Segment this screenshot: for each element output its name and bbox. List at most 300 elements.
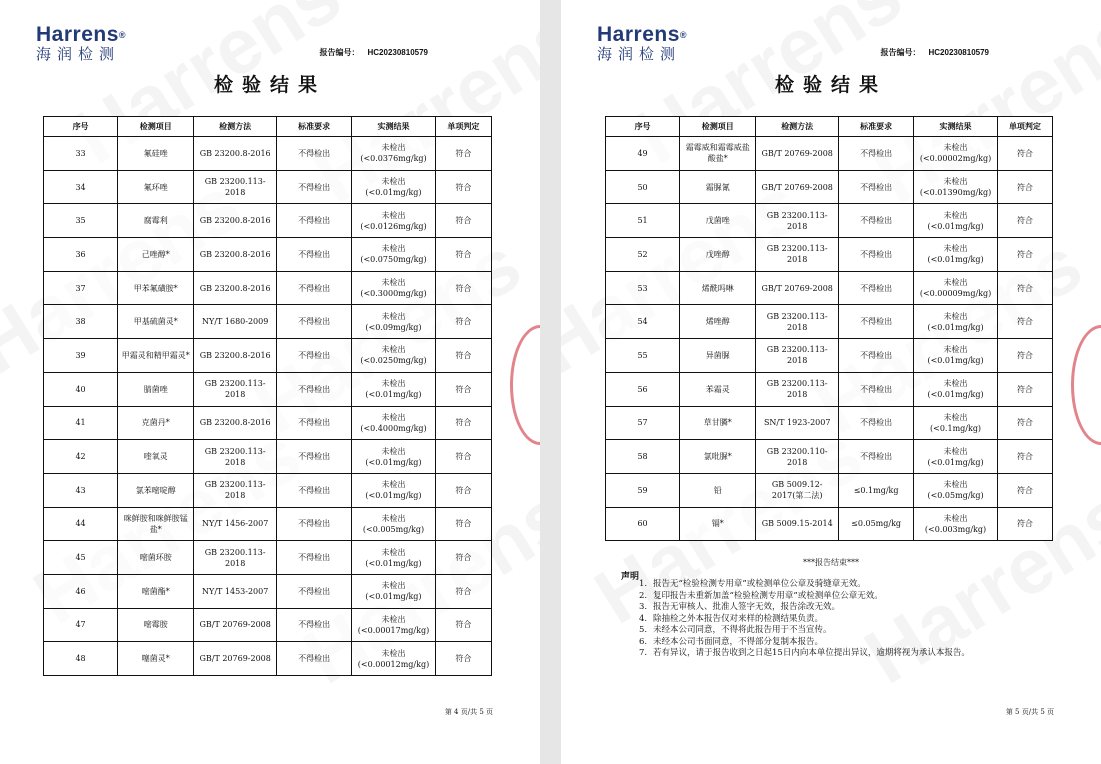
- cell-result: [352, 406, 436, 440]
- header-method: 检测方法: [756, 117, 839, 137]
- cell-requirement: 不得检出: [276, 137, 351, 171]
- table-row: [44, 541, 492, 575]
- cell-verdict: 符合: [997, 440, 1052, 474]
- logo-name-cn: 海润检测: [36, 46, 121, 63]
- declaration-item: [639, 579, 970, 591]
- cell-requirement: 不得检出: [839, 271, 914, 305]
- declaration-item: [639, 614, 970, 626]
- cell-no: 58: [606, 440, 680, 474]
- cell-method: GB 23200.8-2016: [194, 406, 277, 440]
- result-limit: (<0.0126mg/kg): [360, 221, 427, 231]
- cell-no: 45: [44, 541, 118, 575]
- company-logo: [597, 24, 687, 64]
- registered-mark: ®: [679, 30, 688, 40]
- cell-result: [352, 204, 436, 238]
- cell-item: 甲基硫菌灵*: [118, 305, 194, 339]
- cell-requirement: 不得检出: [839, 440, 914, 474]
- result-limit: (<0.0750mg/kg): [360, 255, 427, 265]
- table-row: [44, 642, 492, 676]
- cell-requirement: 不得检出: [276, 204, 351, 238]
- cell-requirement: 不得检出: [276, 339, 351, 373]
- cell-method: GB 23200.113-2018: [194, 440, 277, 474]
- result-limit: (<0.01mg/kg): [927, 457, 984, 467]
- cell-no: 57: [606, 406, 680, 440]
- result-limit: (<0.01mg/kg): [927, 390, 984, 400]
- result-limit: (<0.01mg/kg): [927, 255, 984, 265]
- cell-item: 氯吡脲*: [680, 440, 756, 474]
- cell-no: 36: [44, 238, 118, 272]
- table-row: [44, 238, 492, 272]
- cell-requirement: 不得检出: [839, 406, 914, 440]
- cell-requirement: 不得检出: [276, 574, 351, 608]
- declaration-text: 未经本公司书面同意，不得部分复制本报告。: [653, 636, 824, 647]
- result-status: 未检出: [943, 480, 968, 490]
- declaration-number: 4.: [639, 613, 648, 624]
- cell-verdict: 符合: [435, 574, 491, 608]
- table-row: [606, 507, 1053, 541]
- cell-item: 烯酰吗啉: [680, 271, 756, 305]
- header-result: 实测结果: [914, 117, 998, 137]
- cell-verdict: 符合: [435, 507, 491, 541]
- result-status: 未检出: [381, 311, 406, 321]
- cell-verdict: 符合: [997, 507, 1052, 541]
- table-body: [606, 137, 1053, 541]
- table-header-row: [606, 117, 1053, 137]
- cell-verdict: 符合: [435, 541, 491, 575]
- table-header-row: [44, 117, 492, 137]
- seal-stamp: [1071, 325, 1101, 445]
- result-status: 未检出: [381, 278, 406, 288]
- cell-method: NY/T 1453-2007: [194, 574, 277, 608]
- declaration-number: 6.: [639, 636, 648, 647]
- cell-requirement: 不得检出: [839, 137, 914, 171]
- cell-requirement: 不得检出: [276, 642, 351, 676]
- seal-stamp: [510, 325, 540, 445]
- cell-result: [914, 271, 998, 305]
- cell-item: 己唑醇*: [118, 238, 194, 272]
- header-verdict: 单项判定: [997, 117, 1052, 137]
- table-row: [606, 238, 1053, 272]
- table-row: [606, 440, 1053, 474]
- result-limit: (<0.01mg/kg): [927, 356, 984, 366]
- report-page-4: [0, 0, 540, 764]
- result-limit: (<0.09mg/kg): [365, 322, 422, 332]
- cell-item: 草甘膦*: [680, 406, 756, 440]
- page-number: 第 4 页/共 5 页: [444, 708, 493, 716]
- table-row: [606, 339, 1053, 373]
- result-status: 未检出: [943, 446, 968, 456]
- declaration-text: 未经本公司同意，不得将此报告用于不当宣传。: [653, 625, 832, 635]
- cell-requirement: 不得检出: [276, 305, 351, 339]
- result-limit: (<0.01mg/kg): [365, 457, 422, 467]
- cell-verdict: 符合: [997, 170, 1052, 204]
- cell-method: GB 23200.113-2018: [756, 204, 839, 238]
- result-status: 未检出: [381, 143, 406, 153]
- header-method: 检测方法: [194, 117, 277, 137]
- declaration-title: 声明: [621, 572, 640, 582]
- cell-result: [914, 406, 998, 440]
- result-limit: (<0.01mg/kg): [365, 558, 422, 568]
- table-row: [44, 574, 492, 608]
- cell-method: GB 5009.12-2017(第二法): [756, 473, 839, 507]
- result-limit: (<0.01mg/kg): [927, 322, 984, 332]
- cell-verdict: 符合: [997, 137, 1052, 171]
- cell-item: 戊唑醇: [680, 238, 756, 272]
- cell-verdict: 符合: [435, 137, 491, 171]
- result-limit: (<0.00002mg/kg): [919, 154, 992, 164]
- cell-verdict: 符合: [435, 204, 491, 238]
- result-status: 未检出: [943, 412, 968, 422]
- declaration-item: [639, 648, 970, 660]
- table-row: [44, 170, 492, 204]
- table-row: [44, 271, 492, 305]
- cell-requirement: 不得检出: [839, 305, 914, 339]
- cell-no: 44: [44, 507, 118, 541]
- report-number-label: 报告编号：: [319, 48, 360, 57]
- result-status: 未检出: [943, 143, 968, 153]
- cell-result: [352, 305, 436, 339]
- result-status: 未检出: [381, 345, 406, 355]
- result-status: 未检出: [381, 379, 406, 389]
- cell-no: 60: [606, 507, 680, 541]
- cell-result: [914, 440, 998, 474]
- cell-verdict: 符合: [435, 372, 491, 406]
- cell-method: SN/T 1923-2007: [756, 406, 839, 440]
- cell-requirement: 不得检出: [276, 440, 351, 474]
- cell-verdict: 符合: [997, 339, 1052, 373]
- table-row: [606, 406, 1053, 440]
- logo-name-en: Harrens: [597, 23, 680, 46]
- declaration-item: [639, 637, 970, 649]
- cell-requirement: 不得检出: [276, 238, 351, 272]
- cell-no: 48: [44, 642, 118, 676]
- cell-item: 异菌脲: [680, 339, 756, 373]
- cell-item: 嘧菌环胺: [118, 541, 194, 575]
- declaration-item: [639, 625, 970, 637]
- table-row: [606, 204, 1053, 238]
- cell-method: GB 23200.113-2018: [756, 305, 839, 339]
- result-limit: (<0.01mg/kg): [365, 390, 422, 400]
- cell-verdict: 符合: [997, 305, 1052, 339]
- declaration-number: 1.: [639, 579, 648, 589]
- table-row: [44, 507, 492, 541]
- declaration-item: [639, 602, 970, 614]
- cell-no: 59: [606, 473, 680, 507]
- declaration-text: 除抽检之外本报告仅对来样的检测结果负责。: [653, 613, 824, 624]
- cell-result: [352, 137, 436, 171]
- result-limit: (<0.05mg/kg): [927, 491, 984, 501]
- declaration-text: 若有异议，请于报告收到之日起15日内向本单位提出异议，逾期将视为承认本报告。: [653, 648, 970, 658]
- cell-verdict: 符合: [435, 238, 491, 272]
- result-limit: (<0.003mg/kg): [924, 524, 987, 534]
- result-status: 未检出: [943, 311, 968, 321]
- header-requirement: 标准要求: [276, 117, 351, 137]
- cell-result: [352, 372, 436, 406]
- cell-result: [352, 440, 436, 474]
- result-status: 未检出: [943, 244, 968, 254]
- result-status: 未检出: [381, 177, 406, 187]
- table-body: [44, 137, 492, 676]
- cell-no: 39: [44, 339, 118, 373]
- cell-item: 咪鲜胺和咪鲜胺锰盐*: [118, 507, 194, 541]
- result-limit: (<0.00012mg/kg): [357, 659, 430, 669]
- cell-item: 甲苯氟磺胺*: [118, 271, 194, 305]
- cell-no: 51: [606, 204, 680, 238]
- result-limit: (<0.00009mg/kg): [919, 289, 992, 299]
- cell-item: 霜霉威和霜霉威盐酸盐*: [680, 137, 756, 171]
- cell-verdict: 符合: [997, 204, 1052, 238]
- result-status: 未检出: [943, 379, 968, 389]
- page-title: 检验结果: [213, 74, 326, 96]
- cell-requirement: 不得检出: [276, 507, 351, 541]
- table-row: [606, 372, 1053, 406]
- cell-verdict: 符合: [435, 170, 491, 204]
- table-row: [44, 339, 492, 373]
- cell-no: 34: [44, 170, 118, 204]
- table-row: [606, 305, 1053, 339]
- cell-no: 55: [606, 339, 680, 373]
- logo-name-en: Harrens: [36, 23, 119, 46]
- result-status: 未检出: [381, 244, 406, 254]
- table-row: [44, 305, 492, 339]
- table-row: [606, 137, 1053, 171]
- cell-verdict: 符合: [435, 642, 491, 676]
- cell-result: [352, 507, 436, 541]
- declaration-number: 5.: [639, 625, 648, 635]
- cell-requirement: 不得检出: [839, 170, 914, 204]
- declaration-item: [639, 591, 970, 603]
- cell-result: [914, 137, 998, 171]
- cell-result: [914, 170, 998, 204]
- cell-no: 52: [606, 238, 680, 272]
- cell-method: GB 23200.8-2016: [194, 339, 277, 373]
- report-number: [320, 47, 429, 58]
- cell-verdict: 符合: [997, 372, 1052, 406]
- declaration-number: 2.: [639, 590, 648, 601]
- table-row: [606, 271, 1053, 305]
- cell-requirement: 不得检出: [276, 541, 351, 575]
- cell-method: GB/T 20769-2008: [194, 642, 277, 676]
- result-limit: (<0.01mg/kg): [365, 592, 422, 602]
- cell-no: 46: [44, 574, 118, 608]
- result-status: 未检出: [943, 513, 968, 523]
- cell-requirement: 不得检出: [276, 406, 351, 440]
- report-page-5: [561, 0, 1101, 764]
- cell-result: [914, 305, 998, 339]
- cell-requirement: 不得检出: [276, 170, 351, 204]
- header-verdict: 单项判定: [435, 117, 491, 137]
- cell-method: GB 23200.110-2018: [756, 440, 839, 474]
- cell-method: GB/T 20769-2008: [756, 170, 839, 204]
- table-row: [44, 372, 492, 406]
- logo-name-cn: 海润检测: [597, 46, 682, 63]
- cell-result: [352, 642, 436, 676]
- result-status: 未检出: [943, 345, 968, 355]
- cell-no: 49: [606, 137, 680, 171]
- result-status: 未检出: [381, 480, 406, 490]
- cell-no: 43: [44, 473, 118, 507]
- cell-item: 嘧霉胺: [118, 608, 194, 642]
- cell-result: [352, 541, 436, 575]
- cell-item: 腈菌唑: [118, 372, 194, 406]
- cell-item: 霜脲氰: [680, 170, 756, 204]
- result-status: 未检出: [381, 412, 406, 422]
- result-status: 未检出: [381, 648, 406, 658]
- cell-no: 53: [606, 271, 680, 305]
- cell-item: 喹氧灵: [118, 440, 194, 474]
- cell-no: 56: [606, 372, 680, 406]
- result-limit: (<0.01mg/kg): [365, 188, 422, 198]
- header-result: 实测结果: [352, 117, 436, 137]
- company-logo: [36, 24, 126, 64]
- cell-verdict: 符合: [435, 406, 491, 440]
- cell-verdict: 符合: [435, 271, 491, 305]
- cell-verdict: 符合: [997, 473, 1052, 507]
- cell-method: GB 23200.113-2018: [756, 339, 839, 373]
- cell-method: NY/T 1680-2009: [194, 305, 277, 339]
- result-limit: (<0.4000mg/kg): [360, 423, 427, 433]
- cell-item: 氯苯嘧啶醇: [118, 473, 194, 507]
- cell-method: GB 23200.113-2018: [194, 170, 277, 204]
- result-limit: (<0.1mg/kg): [930, 423, 982, 433]
- cell-requirement: 不得检出: [839, 238, 914, 272]
- cell-method: GB 23200.8-2016: [194, 204, 277, 238]
- declaration-list: [639, 579, 970, 660]
- cell-no: 35: [44, 204, 118, 238]
- cell-requirement: 不得检出: [839, 339, 914, 373]
- result-status: 未检出: [381, 547, 406, 557]
- result-status: 未检出: [381, 446, 406, 456]
- cell-item: 苯霜灵: [680, 372, 756, 406]
- cell-result: [914, 204, 998, 238]
- header-item: 检测项目: [680, 117, 756, 137]
- cell-result: [914, 507, 998, 541]
- report-end-mark: ***报告结束***: [803, 558, 859, 567]
- page-title: 检验结果: [774, 74, 887, 96]
- declaration-number: 7.: [639, 648, 648, 658]
- cell-item: 嘧菌酯*: [118, 574, 194, 608]
- cell-requirement: 不得检出: [839, 372, 914, 406]
- result-limit: (<0.01mg/kg): [365, 491, 422, 501]
- report-number-value: HC20230810579: [367, 48, 428, 57]
- cell-requirement: 不得检出: [276, 271, 351, 305]
- cell-item: 噻菌灵*: [118, 642, 194, 676]
- cell-verdict: 符合: [435, 608, 491, 642]
- result-status: 未检出: [943, 210, 968, 220]
- result-limit: (<0.00017mg/kg): [357, 625, 430, 635]
- cell-method: GB/T 20769-2008: [194, 608, 277, 642]
- cell-result: [352, 170, 436, 204]
- page-number: 第 5 页/共 5 页: [1005, 708, 1054, 716]
- result-limit: (<0.01mg/kg): [927, 221, 984, 231]
- cell-method: GB 5009.15-2014: [756, 507, 839, 541]
- report-number-label: 报告编号：: [880, 48, 921, 57]
- cell-item: 戊菌唑: [680, 204, 756, 238]
- declaration-text: 报告无“检验检测专用章”或检测单位公章及骑缝章无效。: [653, 579, 866, 589]
- cell-result: [914, 473, 998, 507]
- report-number-value: HC20230810579: [928, 48, 989, 57]
- cell-method: GB 23200.8-2016: [194, 271, 277, 305]
- cell-result: [352, 608, 436, 642]
- cell-requirement: ≤0.05mg/kg: [839, 507, 914, 541]
- cell-item: 镉*: [680, 507, 756, 541]
- cell-method: GB 23200.113-2018: [756, 372, 839, 406]
- table-row: [606, 473, 1053, 507]
- cell-result: [352, 339, 436, 373]
- cell-item: 甲霜灵和精甲霜灵*: [118, 339, 194, 373]
- result-status: 未检出: [381, 614, 406, 624]
- header-no: 序号: [606, 117, 680, 137]
- table-row: [44, 204, 492, 238]
- cell-verdict: 符合: [997, 238, 1052, 272]
- cell-method: GB 23200.113-2018: [194, 372, 277, 406]
- cell-item: 氟硅唑: [118, 137, 194, 171]
- declaration-number: 3.: [639, 602, 648, 612]
- cell-item: 腐霉利: [118, 204, 194, 238]
- cell-no: 54: [606, 305, 680, 339]
- result-status: 未检出: [381, 210, 406, 220]
- cell-no: 41: [44, 406, 118, 440]
- result-limit: (<0.0376mg/kg): [360, 154, 427, 164]
- cell-result: [352, 473, 436, 507]
- cell-method: GB/T 20769-2008: [756, 271, 839, 305]
- cell-verdict: 符合: [997, 271, 1052, 305]
- table-row: [606, 170, 1053, 204]
- cell-result: [352, 238, 436, 272]
- result-limit: (<0.3000mg/kg): [360, 289, 427, 299]
- table-row: [44, 440, 492, 474]
- registered-mark: ®: [118, 30, 127, 40]
- results-table: [605, 116, 1053, 541]
- header-no: 序号: [44, 117, 118, 137]
- cell-method: GB 23200.8-2016: [194, 137, 277, 171]
- result-status: 未检出: [381, 513, 406, 523]
- cell-item: 烯唑醇: [680, 305, 756, 339]
- cell-verdict: 符合: [435, 339, 491, 373]
- cell-verdict: 符合: [435, 305, 491, 339]
- cell-method: GB 23200.113-2018: [756, 238, 839, 272]
- cell-no: 37: [44, 271, 118, 305]
- table-row: [44, 137, 492, 171]
- cell-no: 40: [44, 372, 118, 406]
- cell-requirement: 不得检出: [276, 473, 351, 507]
- cell-verdict: 符合: [435, 440, 491, 474]
- cell-item: 氟环唑: [118, 170, 194, 204]
- table-row: [44, 608, 492, 642]
- cell-verdict: 符合: [435, 473, 491, 507]
- cell-requirement: 不得检出: [276, 608, 351, 642]
- cell-verdict: 符合: [997, 406, 1052, 440]
- cell-result: [914, 339, 998, 373]
- result-status: 未检出: [943, 278, 968, 288]
- result-status: 未检出: [381, 581, 406, 591]
- cell-result: [352, 574, 436, 608]
- table-row: [44, 473, 492, 507]
- cell-no: 33: [44, 137, 118, 171]
- cell-result: [914, 238, 998, 272]
- cell-method: GB/T 20769-2008: [756, 137, 839, 171]
- cell-no: 38: [44, 305, 118, 339]
- result-limit: (<0.0250mg/kg): [360, 356, 427, 366]
- result-limit: (<0.005mg/kg): [362, 524, 425, 534]
- declaration-text: 报告无审核人、批准人签字无效，报告涂改无效。: [653, 602, 841, 612]
- cell-no: 47: [44, 608, 118, 642]
- cell-method: GB 23200.113-2018: [194, 541, 277, 575]
- cell-method: GB 23200.113-2018: [194, 473, 277, 507]
- cell-result: [352, 271, 436, 305]
- cell-item: 克菌丹*: [118, 406, 194, 440]
- cell-requirement: 不得检出: [276, 372, 351, 406]
